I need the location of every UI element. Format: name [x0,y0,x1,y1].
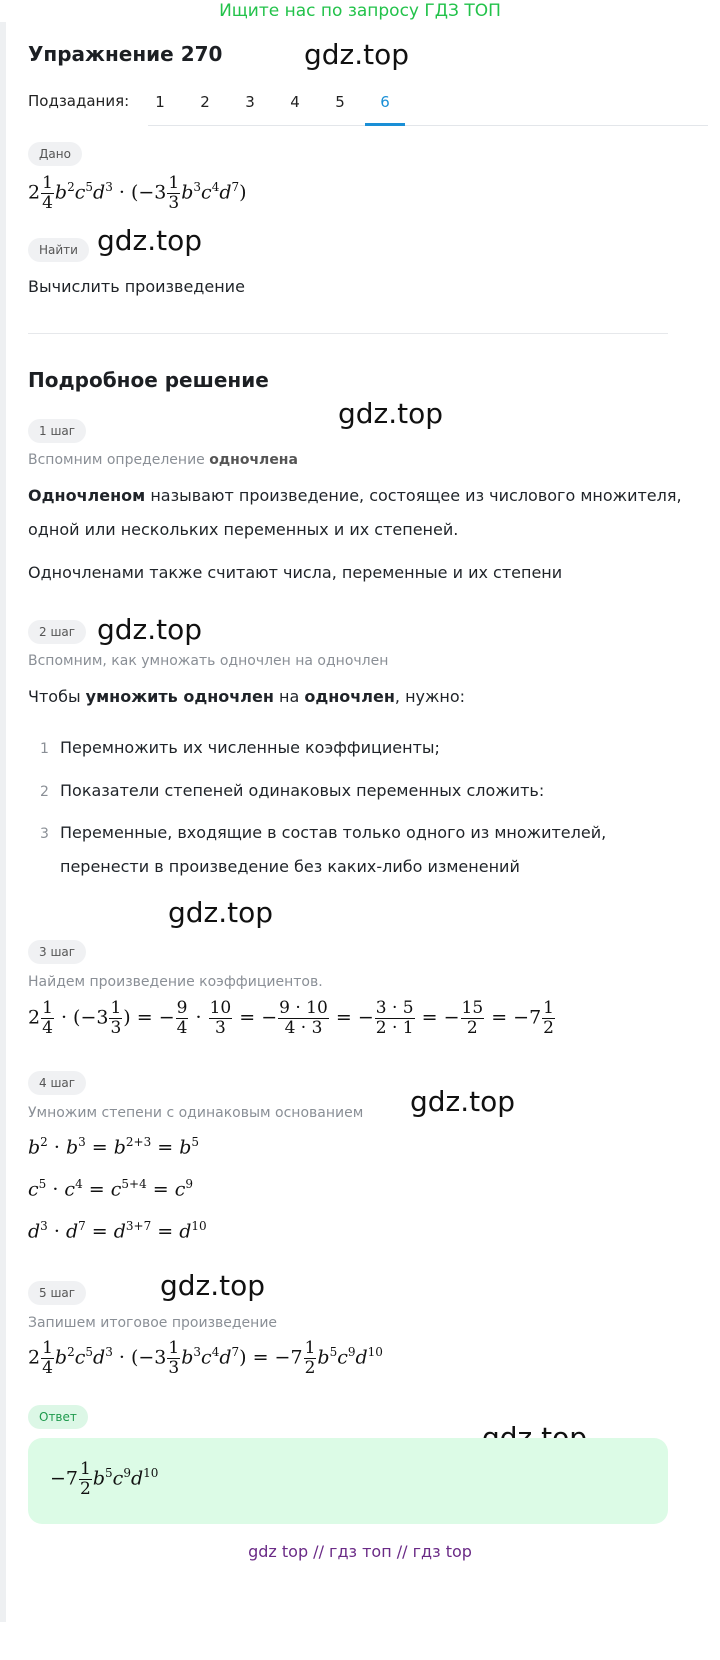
watermark: gdz.top [304,38,410,71]
watermark: gdz.top [160,1269,266,1302]
subtask-tab-6-active[interactable]: 6 [365,88,405,126]
step-4-line-c: $c^5 \cdot c^4 = c^{5+4} = c^9$ [28,1177,193,1201]
exercise-title: Упражнение 270 [28,42,223,66]
step-4-line-b: $b^2 \cdot b^3 = b^{2+3} = b^5$ [28,1135,200,1159]
find-text: Вычислить произведение [28,277,245,296]
watermark: gdz.top [97,224,203,257]
subtasks-nav [28,88,708,126]
list-item-number: 2 [40,784,49,800]
solution-title: Подробное решение [28,368,269,392]
given-badge: Дано [28,142,82,166]
step-3-expression: 2 $\frac{1}{4}$ · (−3 $\frac{1}{3}$ ) = − $\frac{9}{4}$ · $\frac{10}{3}$ = − $\frac{9 \cdot 10}{4 \cdot 3}$ = − $\frac{3 \cdot 5}{2 \cdot 1}$ = − $\frac{15}{2}$ = −7 $\frac{1}{2}$ [28,998,554,1038]
answer-badge: Ответ [28,1405,88,1429]
divider [28,333,668,334]
step-4-line-d: $d^3 \cdot d^7 = d^{3+7} = d^{10}$ [28,1219,207,1243]
step-4-badge: 4 шаг [28,1071,86,1095]
step-5-hint: Запишем итоговое произведение [28,1315,278,1331]
list-item: Переменные, входящие в состав только одного из множителей, перенести в произведение без каких-либо изменений [60,823,607,876]
step-1-definition: Одночленом называют произведение, состоящее из числового множителя, одной или нескольких переменных и их степеней. [28,486,682,539]
subtask-tab-3[interactable]: 3 [245,93,255,111]
step-5-expression: 2 $\frac{1}{4}$ $b^2c^5d^3 \cdot (-3$ $\frac{1}{3}$ $b^3c^4d^7) = -7$ $\frac{1}{2}$ $b^5c^9d^{10}$ [28,1338,383,1378]
watermark: gdz.top [410,1085,516,1118]
step-5-badge: 5 шаг [28,1281,86,1305]
step-2-rule: Чтобы умножить одночлен на одночлен, нужно: [28,687,466,706]
step-3-hint: Найдем произведение коэффициентов. [28,974,323,990]
subtask-tab-4[interactable]: 4 [290,93,300,111]
subtask-tab-5[interactable]: 5 [335,93,345,111]
watermark: gdz.top [338,397,444,430]
step-2-badge: 2 шаг [28,620,86,644]
left-edge-shadow [0,22,6,1622]
step-1-note: Одночленами также считают числа, переменные и их степени [28,563,563,582]
find-badge: Найти [28,238,89,262]
list-item: Показатели степеней одинаковых переменных сложить: [60,781,545,800]
footer-links[interactable]: gdz top // гдз топ // гдз top [248,1542,472,1561]
step-1-hint: Вспомним определение одночлена [28,452,298,468]
given-expression: 2 $\frac{1}{4}$ $b^2c^5d^3 \cdot (-3$ $\frac{1}{3}$ $b^3c^4d^7$) [28,173,247,213]
subtask-tab-2[interactable]: 2 [200,93,210,111]
step-1-badge: 1 шаг [28,419,86,443]
subtask-tab-1[interactable]: 1 [155,93,165,111]
answer-expression: −7 $\frac{1}{2}$ $b^5c^9d^{10}$ [50,1459,159,1499]
step-2-hint: Вспомним, как умножать одночлен на одночлен [28,653,389,669]
step-3-badge: 3 шаг [28,940,86,964]
watermark: gdz.top [97,613,203,646]
watermark: gdz.top [168,896,274,929]
step-4-hint: Умножим степени с одинаковым основанием [28,1105,364,1121]
list-item-number: 1 [40,741,49,757]
subtasks-label: Подзадания: [28,92,130,110]
list-item: Перемножить их численные коэффициенты; [60,738,440,757]
search-banner[interactable]: Ищите нас по запросу ГДЗ ТОП [219,1,501,21]
list-item-number: 3 [40,826,49,842]
